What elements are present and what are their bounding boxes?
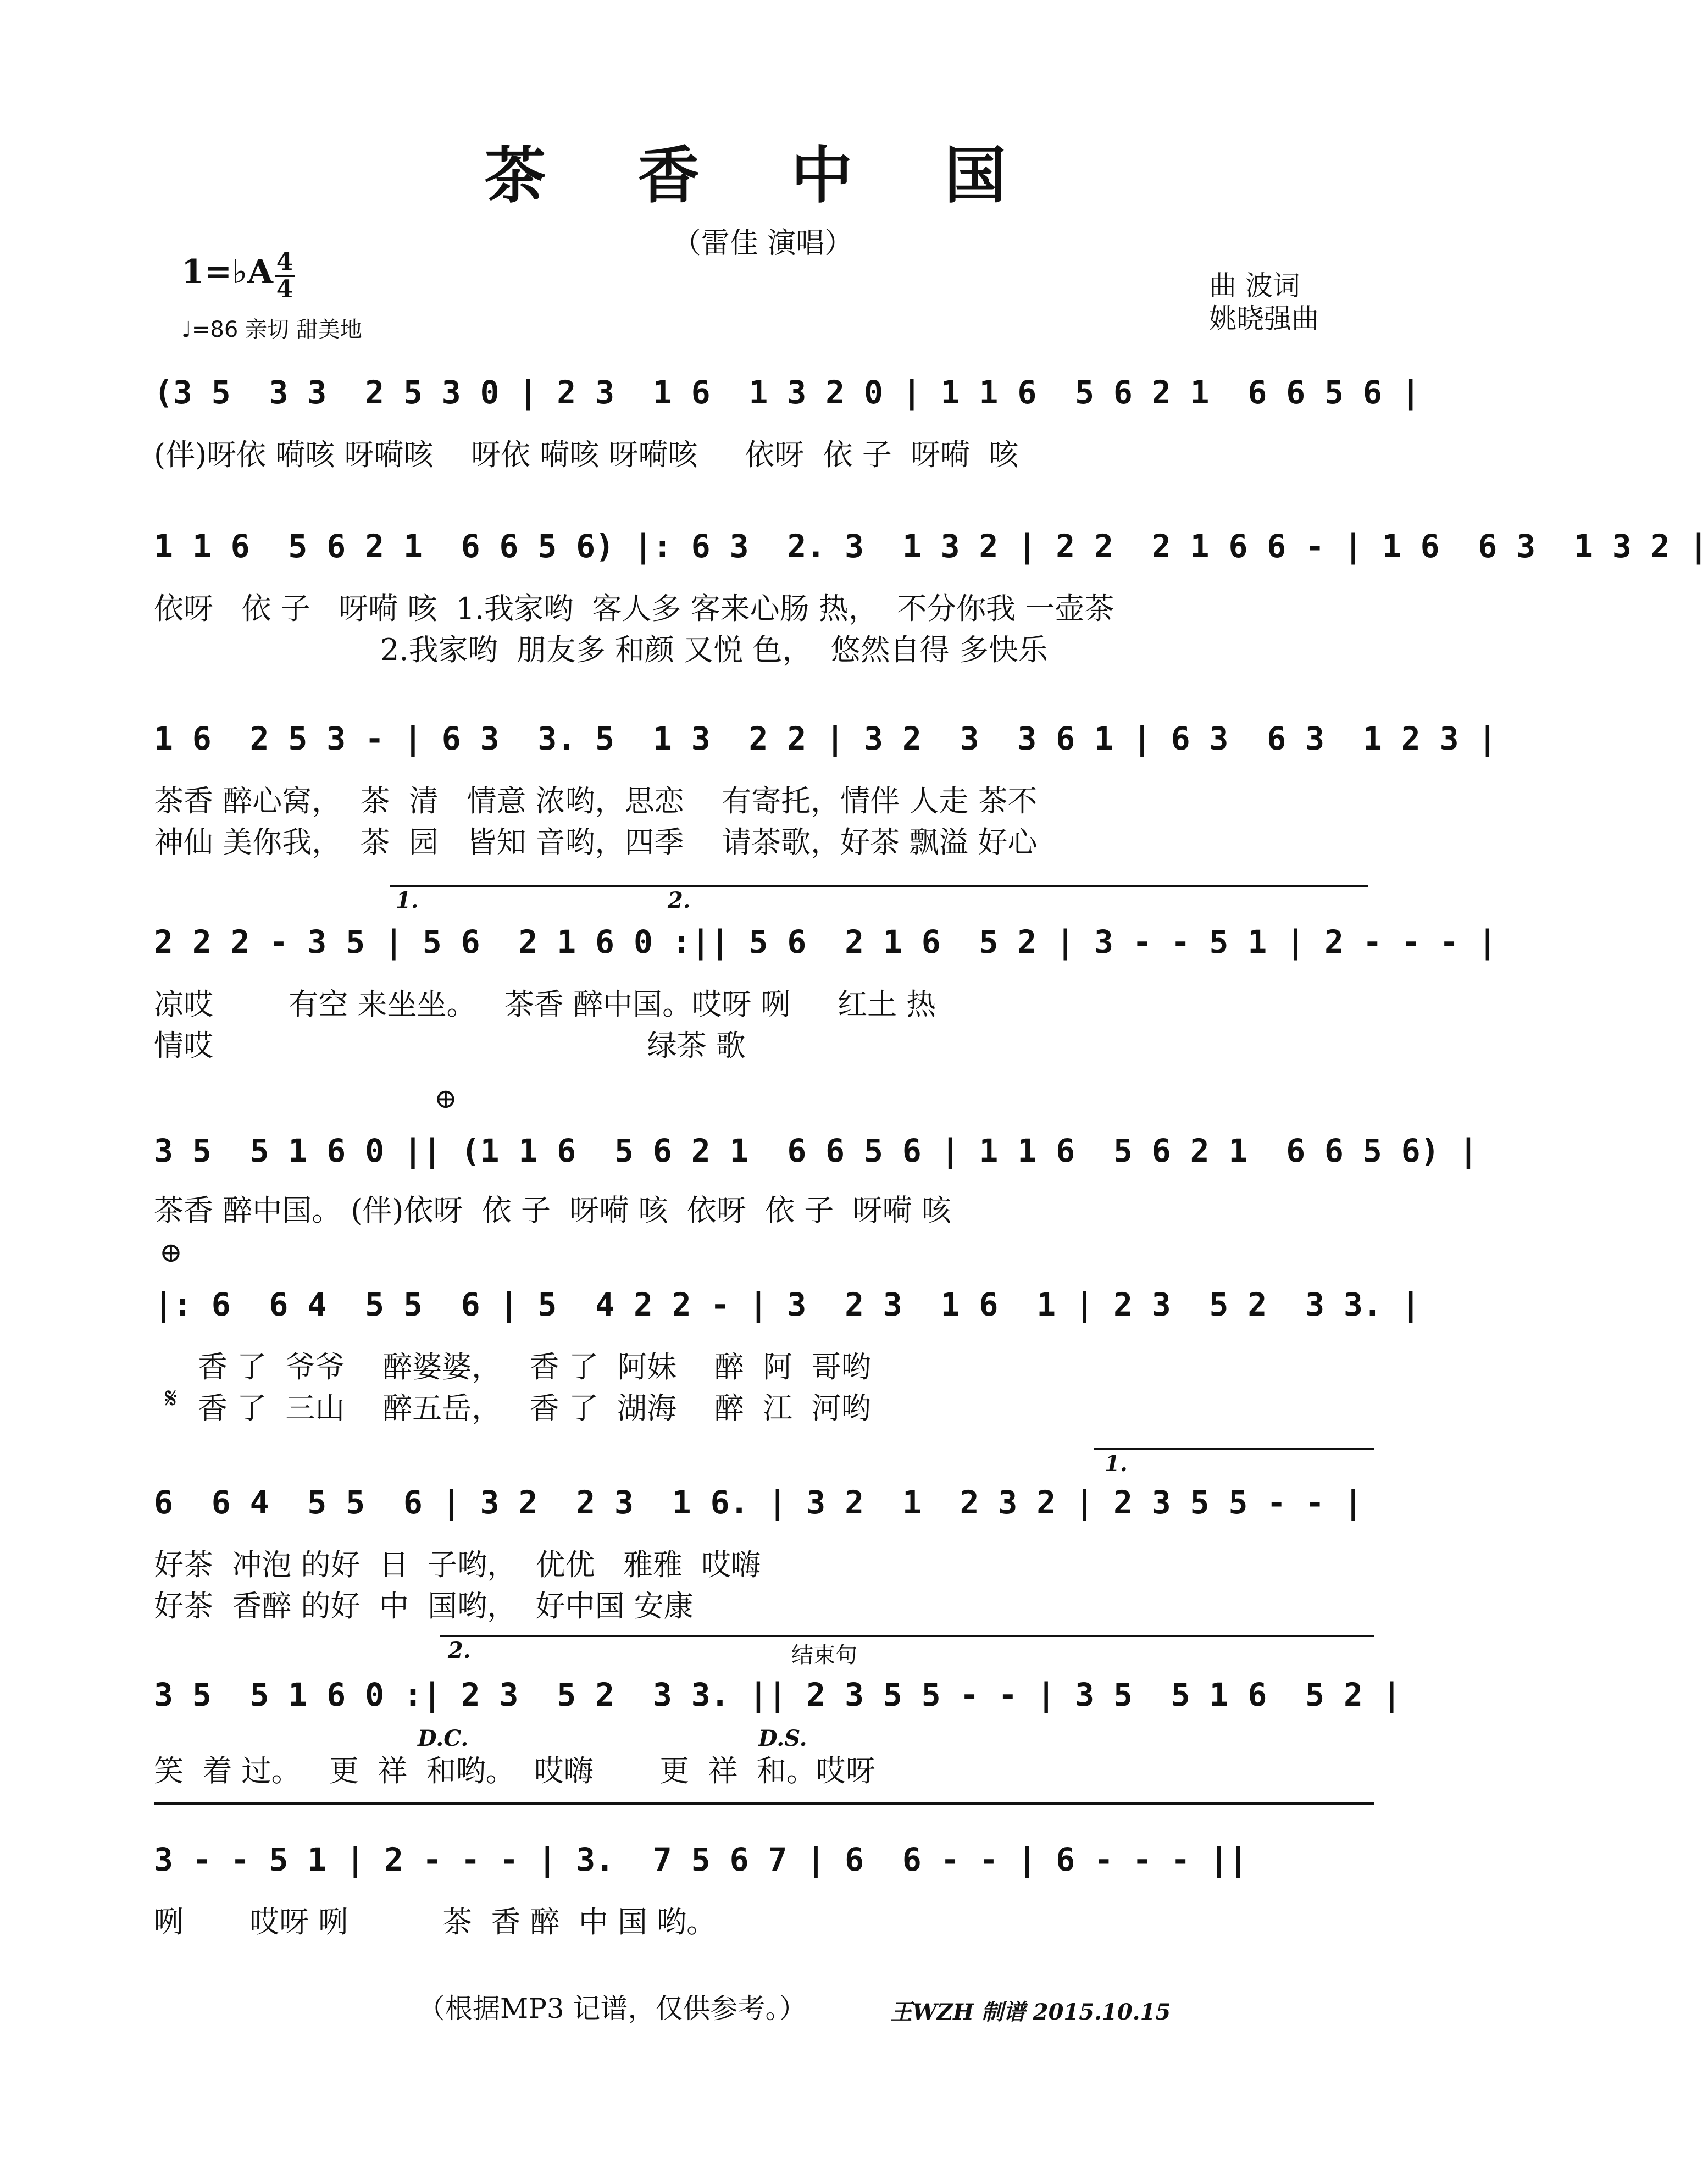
- system-3-lyrics-verse-1: 茶香 醉心窝， 茶 清 情意 浓哟，思恋 有寄托，情伴 人走 茶不: [154, 784, 1038, 818]
- system-3-lyrics-verse-2: 神仙 美你我， 茶 园 皆知 音哟，四季 请茶歌，好茶 飘溢 好心: [154, 825, 1038, 859]
- system-7-notes: 6 6 4 5 5 6 | 3 2 2 3 1 6. | 3 2 1 2 3 2 | 2 3 5 5 - - |: [154, 1484, 1363, 1521]
- time-signature-top: 4: [276, 248, 293, 276]
- time-signature-bottom: 4: [276, 275, 293, 303]
- coda-sign-icon: ⊕: [434, 1083, 457, 1114]
- segno-icon: 𝄋: [165, 1382, 178, 1415]
- key-signature: 1=♭A: [181, 253, 273, 291]
- singer-line: （雷佳 演唱）: [672, 227, 853, 260]
- system-8-lyrics: 笑 着 过。 更 祥 和哟。 哎嗨 更 祥 和。哎呀: [154, 1754, 875, 1788]
- volta-bracket-line: [390, 885, 1368, 887]
- system-3-notes: 1 6 2 5 3 - | 6 3 3. 5 1 3 2 2 | 3 2 3 3 6 1 | 6 3 6 3 1 2 3 |: [154, 720, 1498, 757]
- coda-sign-icon: ⊕: [159, 1236, 182, 1268]
- system-1-lyrics: (伴)呀依 嗬咳 呀嗬咳 呀依 嗬咳 呀嗬咳 依呀 依 子 呀嗬 咳: [154, 437, 1019, 472]
- system-8-notes: 3 5 5 1 6 0 :| 2 3 5 2 3 3. || 2 3 5 5 - - | 3 5 5 1 6 5 2 |: [154, 1676, 1401, 1713]
- system-7-lyrics-verse-2: 好茶 香醉 的好 中 国哟， 好中国 安康: [154, 1589, 694, 1623]
- system-9-notes: 3 - - 5 1 | 2 - - - | 3. 7 5 6 7 | 6 6 - - | 6 - - - ||: [154, 1841, 1248, 1878]
- volta-2: 2.: [448, 1638, 471, 1663]
- system-5-lyrics: 茶香 醉中国。 (伴)依呀 依 子 呀嗬 咳 依呀 依 子 呀嗬 咳: [154, 1193, 951, 1228]
- system-6-lyrics-verse-2: 香 了 三山 醉五岳， 香 了 湖海 醉 江 河哟: [198, 1391, 871, 1425]
- score-title: 茶 香 中 国: [484, 140, 1041, 212]
- system-1-notes: (3 5 3 3 2 5 3 0 | 2 3 1 6 1 3 2 0 | 1 1 6 5 6 2 1 6 6 5 6 |: [154, 374, 1421, 411]
- system-4-notes: 2 2 2 - 3 5 | 5 6 2 1 6 0 :|| 5 6 2 1 6 5 2 | 3 - - 5 1 | 2 - - - |: [154, 923, 1498, 961]
- volta-1: 1.: [1105, 1451, 1128, 1477]
- system-9-lyrics: 咧 哎呀 咧 茶 香 醉 中 国 哟。: [154, 1905, 717, 1939]
- system-4-lyrics-verse-2: 情哎 绿茶 歌: [154, 1028, 746, 1063]
- slur-line: [154, 1802, 1374, 1805]
- system-2-lyrics-verse-2: 2.我家哟 朋友多 和颜 又悦 色， 悠然自得 多快乐: [154, 633, 1048, 667]
- dc-mark: D.C.: [418, 1726, 469, 1751]
- system-2-lyrics-verse-1: 依呀 依 子 呀嗬 咳 1.我家哟 客人多 客来心肠 热， 不分你我 一壶茶: [154, 591, 1114, 626]
- volta-1: 1.: [396, 887, 419, 913]
- system-2-notes: 1 1 6 5 6 2 1 6 6 5 6) |: 6 3 2. 3 1 3 2 | 2 2 2 1 6 6 - | 1 6 6 3 1 3 2 |: [154, 528, 1708, 565]
- composer-credit: 姚晓强曲: [1209, 303, 1319, 335]
- system-7-lyrics-verse-1: 好茶 冲泡 的好 日 子哟， 优优 雅雅 哎嗨: [154, 1547, 761, 1582]
- time-signature: [275, 248, 295, 303]
- volta-bracket-line: [1094, 1448, 1374, 1450]
- system-4-lyrics-verse-1: 凉哎 有空 来坐坐。 茶香 醉中国。哎呀 咧 红土 热: [154, 987, 936, 1022]
- signature: 王WZH 制谱 2015.10.15: [890, 1999, 1171, 2025]
- tempo-marking: ♩=86 亲切 甜美地: [181, 317, 362, 342]
- system-6-lyrics-verse-1: 香 了 爷爷 醉婆婆， 香 了 阿妹 醉 阿 哥哟: [198, 1350, 871, 1384]
- system-5-notes: 3 5 5 1 6 0 || (1 1 6 5 6 2 1 6 6 5 6 | 1 1 6 5 6 2 1 6 6 5 6) |: [154, 1132, 1478, 1169]
- lyricist-credit: 曲 波词: [1209, 270, 1300, 302]
- ds-mark: D.S.: [758, 1726, 807, 1751]
- volta-bracket-line: [440, 1635, 1374, 1637]
- ending-label: 结束句: [791, 1643, 857, 1668]
- volta-2: 2.: [668, 887, 691, 913]
- footer-note: （根据MP3 记谱，仅供参考。）: [418, 1993, 807, 2024]
- system-6-notes: |: 6 6 4 5 5 6 | 5 4 2 2 - | 3 2 3 1 6 1 | 2 3 5 2 3 3. |: [154, 1286, 1421, 1323]
